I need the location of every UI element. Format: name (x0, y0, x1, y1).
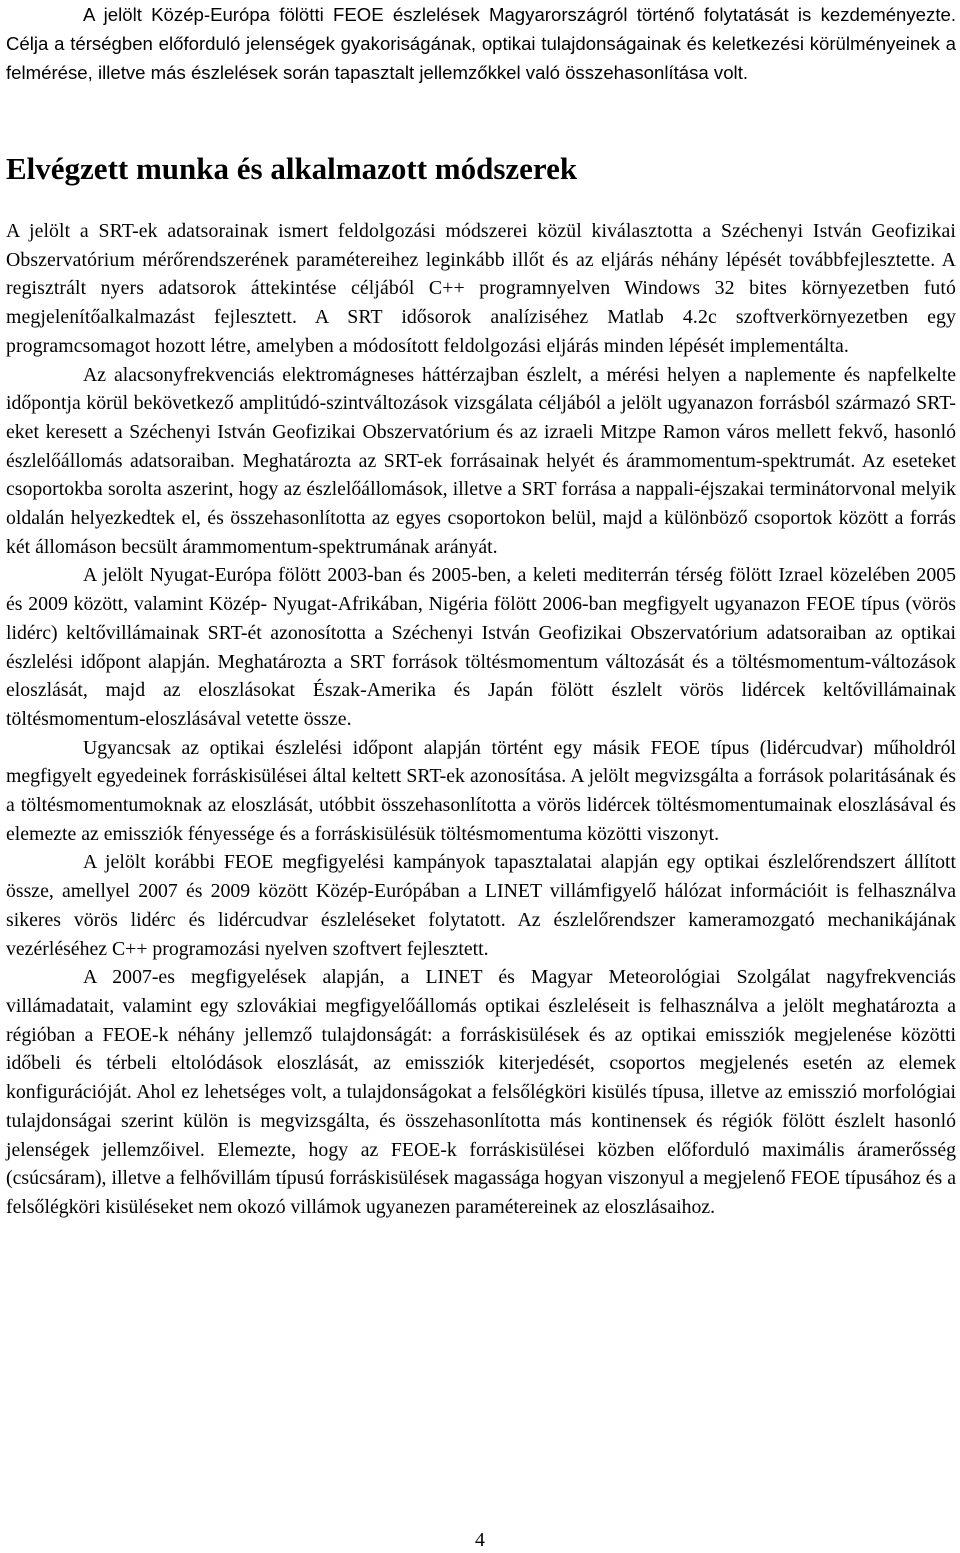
paragraph-red-sprites: A jelölt Nyugat-Európa fölött 2003-ban és 2005-ben, a keleti mediterrán térség fölött Izrael közelében 2005 és 2009 között, valamint Közép- Nyugat-Afrikában, Nigéria fölött 2006-ban megfigyelt ugyanazon FEOE típus (vörös lidérc) keltővillámainak SRT-ét azonosította a Széchenyi István Geofizikai Obszervatórium adatsoraiban az optikai észlelési időpont alapján. Meghatározta a SRT források töltésmomentum változását és a töltésmomentum-változások eloszlását, majd az eloszlásokat Észak-Amerika és Japán fölött észlelt vörös lidércek keltővillámainak töltésmomentum-eloszlásával vetette össze. (6, 564, 956, 730)
paragraph-2007-observations: A 2007-es megfigyelések alapján, a LINET és Magyar Meteorológiai Szolgálat nagyfrekvenciás villámadatait, valamint egy szlovákiai megfigyelőállomás optikai észleléseit is felhasználva a jelölt meghatározta a régióban a FEOE-k néhány jellemző tulajdonságát: a forráskisülések és az optikai emissziók megjelenése közötti időbeli és térbeli eltolódások eloszlását, az emissziók kiterjedését, csoportos megjelenés esetén az elemek konfigurációját. Ahol ez lehetséges volt, a tulajdonságokat a felsőlégköri kisülés típusa, illetve az emisszió morfológiai tulajdonságai szerint külön is megvizsgálta, és összehasonlította más kontinensek és régiók fölött észlelt hasonló jelenségek jellemzőivel. Elemezte, hogy az FEOE-k forráskisülései közben előforduló maximális áramerősség (csúcsáram), illetve a felhővillám típusú forráskisülések magassága hogyan viszonyul a megjelenő FEOE típusához és a felsőlégköri kisüléseket nem okozó villámok ugyanezen paramétereinek az eloszlásaihoz. (6, 966, 956, 1218)
paragraph-methods: A jelölt a SRT-ek adatsorainak ismert feldolgozási módszerei közül kiválasztotta a Széchenyi István Geofizikai Obszervatórium mérőrendszerének paramétereihez leginkább illőt és az eljárás néhány lépését továbbfejlesztette. A regisztrált nyers adatsorok áttekintése céljából C++ programnyelven Windows 32 bites környezetben futó megjelenítőalkalmazást fejlesztett. A SRT idősorok analíziséhez Matlab 4.2c szoftverkörnyezetben egy programcsomagot hozott létre, amelyben a módosított feldolgozási eljárás minden lépését implementálta. (6, 220, 956, 357)
paragraph-halos: Ugyancsak az optikai észlelési időpont alapján történt egy másik FEOE típus (lidércudvar) műholdról megfigyelt egyedeinek forráskisülései által keltett SRT-ek azonosítása. A jelölt megvizsgálta a források polaritásának és a töltésmomentumoknak az eloszlását, utóbbit összehasonlította a vörös lidércek töltésmomentumainak eloszlásával és elemezte az emissziók fényessége és a forráskisülésük töltésmomentuma közötti viszonyt. (6, 736, 956, 845)
page-number: 4 (475, 1529, 485, 1551)
section-heading: Elvégzett munka és alkalmazott módszerek (6, 151, 578, 186)
paragraph-background-noise: Az alacsonyfrekvenciás elektromágneses háttérzajban észlelt, a mérési helyen a naplemente és napfelkelte időpontja körül bekövetkező amplitúdó-szintváltozások vizsgálata céljából a jelölt ugyanazon forrásból származó SRT-eket keresett a Széchenyi István Geofizikai Obszervatórium és az izraeli Mitzpe Ramon város mellett fekvő, hasonló észlelőállomás adatsoraiban. Meghatározta az SRT-ek forrásainak helyét és árammomentum-spektrumát. Az eseteket csoportokba sorolta aszerint, hogy az észlelőállomások, illetve a SRT forrása a nappali-éjszakai terminátorvonal melyik oldalán helyezkedtek el, és összehasonlította az egyes csoportokon belül, majd a különböző csoportok között a forrás két állomáson becsült árammomentum-spektrumának arányát. (6, 363, 956, 558)
intro-paragraph: A jelölt Közép-Európa fölötti FEOE észlelések Magyarországról történő folytatását is kezdeményezte. Célja a térségben előforduló jelenségek gyakoriságának, optikai tulajdonságainak és keletkezési körülményeinek a felmérése, illetve más észlelések során tapasztalt jellemzőkkel való összehasonlítása volt. (6, 4, 956, 83)
document-page (6, 0, 956, 1222)
paragraph-observation-system: A jelölt korábbi FEOE megfigyelési kampányok tapasztalatai alapján egy optikai észlelőrendszert állított össze, amellyel 2007 és 2009 között Közép-Európában a LINET villámfigyelő hálózat információit is felhasználva sikeres vörös lidérc és lidércudvar észleléseket folytatott. Az észlelőrendszer kameramozgató mechanikájának vezérléséhez C++ programozási nyelven szoftvert fejlesztett. (6, 851, 956, 960)
